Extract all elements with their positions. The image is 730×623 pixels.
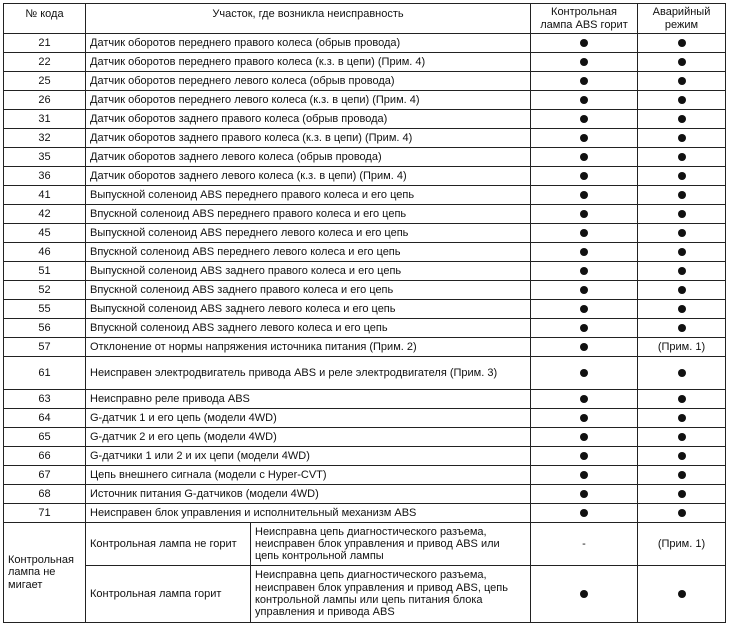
filled-dot-icon <box>678 229 686 237</box>
row-description: Впускной соленоид ABS заднего правого колеса и его цепь <box>86 281 531 300</box>
filled-dot-icon <box>580 395 588 403</box>
row-lamp-status <box>531 504 638 523</box>
row-code: 51 <box>4 262 86 281</box>
row-lamp-status <box>531 485 638 504</box>
row-description: Выпускной соленоид ABS заднего правого колеса и его цепь <box>86 262 531 281</box>
bottom-row-off <box>4 523 726 566</box>
row-code: 31 <box>4 110 86 129</box>
table-row <box>4 110 726 129</box>
filled-dot-icon <box>580 191 588 199</box>
table-row <box>4 466 726 485</box>
filled-dot-icon <box>580 248 588 256</box>
filled-dot-icon <box>580 305 588 313</box>
code-rows <box>4 34 726 523</box>
row-failsafe-status <box>638 72 726 91</box>
row-lamp-status <box>531 34 638 53</box>
row-failsafe-status <box>638 53 726 72</box>
filled-dot-icon <box>580 96 588 104</box>
table-row <box>4 281 726 300</box>
row-description: G-датчик 2 и его цепь (модели 4WD) <box>86 428 531 447</box>
row-code: 65 <box>4 428 86 447</box>
row-lamp-status <box>531 129 638 148</box>
filled-dot-icon <box>678 369 686 377</box>
row-code: 21 <box>4 34 86 53</box>
row-description: G-датчик 1 и его цепь (модели 4WD) <box>86 409 531 428</box>
filled-dot-icon <box>678 433 686 441</box>
filled-dot-icon <box>678 153 686 161</box>
row-code: 63 <box>4 390 86 409</box>
row-lamp-status <box>531 148 638 167</box>
filled-dot-icon <box>580 433 588 441</box>
filled-dot-icon <box>580 58 588 66</box>
filled-dot-icon <box>678 58 686 66</box>
row-failsafe-status <box>638 34 726 53</box>
row-code: 26 <box>4 91 86 110</box>
table-row <box>4 262 726 281</box>
table-row <box>4 34 726 53</box>
row-lamp-status <box>531 72 638 91</box>
filled-dot-icon <box>678 286 686 294</box>
row-description: Датчик оборотов переднего правого колеса (к.з. в цепи) (Прим. 4) <box>86 53 531 72</box>
row-lamp-status <box>531 262 638 281</box>
table-row <box>4 205 726 224</box>
filled-dot-icon <box>580 490 588 498</box>
row-failsafe-status <box>638 409 726 428</box>
filled-dot-icon <box>580 39 588 47</box>
row-failsafe-status <box>638 319 726 338</box>
filled-dot-icon <box>678 509 686 517</box>
table-row <box>4 447 726 466</box>
filled-dot-icon <box>678 96 686 104</box>
abs-code-table <box>3 3 726 623</box>
row-code: 66 <box>4 447 86 466</box>
filled-dot-icon <box>580 134 588 142</box>
filled-dot-icon <box>678 77 686 85</box>
row-description: Датчик оборотов заднего левого колеса (к.з. в цепи) (Прим. 4) <box>86 167 531 186</box>
row-code: 71 <box>4 504 86 523</box>
filled-dot-icon <box>678 248 686 256</box>
row-lamp-status <box>531 447 638 466</box>
row-code: 32 <box>4 129 86 148</box>
header-code: № кода <box>4 4 86 34</box>
row-lamp-status <box>531 466 638 485</box>
row-failsafe-status <box>638 167 726 186</box>
table-row <box>4 300 726 319</box>
row-lamp-status <box>531 110 638 129</box>
row-code: 55 <box>4 300 86 319</box>
table-row <box>4 224 726 243</box>
bottom-label: Контрольная лампа не мигает <box>4 523 86 623</box>
table-row <box>4 428 726 447</box>
row-description: Выпускной соленоид ABS переднего правого колеса и его цепь <box>86 186 531 205</box>
bottom-detail-off: Неисправна цепь диагностического разъема, неисправен блок управления и привод ABS или цепь контрольной лампы <box>251 523 531 566</box>
filled-dot-icon <box>580 509 588 517</box>
row-code: 61 <box>4 357 86 390</box>
row-code: 68 <box>4 485 86 504</box>
row-description: Выпускной соленоид ABS заднего левого колеса и его цепь <box>86 300 531 319</box>
table-row <box>4 243 726 262</box>
row-description: Неисправен электродвигатель привода ABS и реле электродвигателя (Прим. 3) <box>86 357 531 390</box>
row-description: Датчик оборотов заднего правого колеса (обрыв провода) <box>86 110 531 129</box>
row-code: 64 <box>4 409 86 428</box>
bottom-failsafe-off: (Прим. 1) <box>638 523 726 566</box>
row-code: 46 <box>4 243 86 262</box>
bottom-sub-off: Контрольная лампа не горит <box>86 523 251 566</box>
bottom-lamp-on <box>531 566 638 623</box>
filled-dot-icon <box>678 172 686 180</box>
table-row <box>4 485 726 504</box>
row-description: Отклонение от нормы напряжения источника питания (Прим. 2) <box>86 338 531 357</box>
table-row <box>4 53 726 72</box>
row-failsafe-status <box>638 504 726 523</box>
filled-dot-icon <box>678 490 686 498</box>
filled-dot-icon <box>580 172 588 180</box>
header-area: Участок, где возникла неисправность <box>86 4 531 34</box>
row-failsafe-status: (Прим. 1) <box>638 338 726 357</box>
filled-dot-icon <box>580 590 588 598</box>
row-failsafe-status <box>638 428 726 447</box>
table-row <box>4 148 726 167</box>
row-lamp-status <box>531 53 638 72</box>
row-lamp-status <box>531 300 638 319</box>
table-row <box>4 357 726 390</box>
row-failsafe-status <box>638 205 726 224</box>
filled-dot-icon <box>678 267 686 275</box>
row-code: 67 <box>4 466 86 485</box>
row-code: 35 <box>4 148 86 167</box>
filled-dot-icon <box>580 229 588 237</box>
row-lamp-status <box>531 167 638 186</box>
row-description: Впускной соленоид ABS переднего левого колеса и его цепь <box>86 243 531 262</box>
row-lamp-status <box>531 243 638 262</box>
filled-dot-icon <box>580 286 588 294</box>
table-row <box>4 409 726 428</box>
bottom-detail-on: Неисправна цепь диагностического разъема, неисправен блок управления и привод ABS, цепь контрольной лампы или цепь питания блока управления и привода ABS <box>251 566 531 623</box>
row-lamp-status <box>531 91 638 110</box>
row-failsafe-status <box>638 281 726 300</box>
filled-dot-icon <box>580 267 588 275</box>
row-failsafe-status <box>638 447 726 466</box>
row-failsafe-status <box>638 148 726 167</box>
filled-dot-icon <box>580 369 588 377</box>
bottom-row-on <box>4 566 726 623</box>
row-lamp-status <box>531 281 638 300</box>
row-description: Датчик оборотов переднего левого колеса (к.з. в цепи) (Прим. 4) <box>86 91 531 110</box>
table-row <box>4 91 726 110</box>
row-code: 56 <box>4 319 86 338</box>
filled-dot-icon <box>678 471 686 479</box>
row-code: 52 <box>4 281 86 300</box>
row-failsafe-status <box>638 224 726 243</box>
table-row <box>4 129 726 148</box>
row-lamp-status <box>531 357 638 390</box>
filled-dot-icon <box>678 191 686 199</box>
header-row <box>4 4 726 34</box>
filled-dot-icon <box>580 471 588 479</box>
table-row <box>4 504 726 523</box>
table-row <box>4 167 726 186</box>
filled-dot-icon <box>580 153 588 161</box>
row-description: Выпускной соленоид ABS переднего левого колеса и его цепь <box>86 224 531 243</box>
row-description: Источник питания G-датчиков (модели 4WD) <box>86 485 531 504</box>
row-lamp-status <box>531 390 638 409</box>
row-failsafe-status <box>638 466 726 485</box>
row-lamp-status <box>531 319 638 338</box>
row-failsafe-status <box>638 186 726 205</box>
table-row <box>4 338 726 357</box>
row-description: Неисправен блок управления и исполнительный механизм ABS <box>86 504 531 523</box>
header-lamp: Контрольная лампа ABS горит <box>531 4 638 34</box>
row-lamp-status <box>531 205 638 224</box>
row-failsafe-status <box>638 485 726 504</box>
row-description: Датчик оборотов переднего левого колеса (обрыв провода) <box>86 72 531 91</box>
filled-dot-icon <box>678 324 686 332</box>
row-lamp-status <box>531 186 638 205</box>
bottom-lamp-off: - <box>531 523 638 566</box>
row-description: Датчик оборотов заднего правого колеса (к.з. в цепи) (Прим. 4) <box>86 129 531 148</box>
filled-dot-icon <box>580 115 588 123</box>
bottom-section <box>4 523 726 623</box>
row-failsafe-status <box>638 129 726 148</box>
row-code: 57 <box>4 338 86 357</box>
row-description: Цепь внешнего сигнала (модели с Hyper-CVT) <box>86 466 531 485</box>
filled-dot-icon <box>678 590 686 598</box>
bottom-sub-on: Контрольная лампа горит <box>86 566 251 623</box>
row-code: 41 <box>4 186 86 205</box>
row-description: Датчик оборотов переднего правого колеса (обрыв провода) <box>86 34 531 53</box>
row-lamp-status <box>531 409 638 428</box>
row-description: Впускной соленоид ABS заднего левого колеса и его цепь <box>86 319 531 338</box>
row-failsafe-status <box>638 262 726 281</box>
row-code: 36 <box>4 167 86 186</box>
row-failsafe-status <box>638 357 726 390</box>
filled-dot-icon <box>678 452 686 460</box>
filled-dot-icon <box>678 414 686 422</box>
table-row <box>4 390 726 409</box>
filled-dot-icon <box>678 395 686 403</box>
row-code: 42 <box>4 205 86 224</box>
filled-dot-icon <box>580 210 588 218</box>
row-failsafe-status <box>638 300 726 319</box>
row-lamp-status <box>531 224 638 243</box>
filled-dot-icon <box>678 115 686 123</box>
row-description: G-датчики 1 или 2 и их цепи (модели 4WD) <box>86 447 531 466</box>
row-lamp-status <box>531 428 638 447</box>
row-code: 45 <box>4 224 86 243</box>
filled-dot-icon <box>678 305 686 313</box>
table-row <box>4 72 726 91</box>
row-failsafe-status <box>638 110 726 129</box>
row-description: Датчик оборотов заднего левого колеса (обрыв провода) <box>86 148 531 167</box>
row-failsafe-status <box>638 91 726 110</box>
row-code: 25 <box>4 72 86 91</box>
filled-dot-icon <box>580 324 588 332</box>
table-row <box>4 186 726 205</box>
filled-dot-icon <box>678 210 686 218</box>
row-description: Впускной соленоид ABS переднего правого колеса и его цепь <box>86 205 531 224</box>
row-failsafe-status <box>638 243 726 262</box>
filled-dot-icon <box>678 39 686 47</box>
header-failsafe: Аварийный режим <box>638 4 726 34</box>
row-failsafe-status <box>638 390 726 409</box>
filled-dot-icon <box>580 77 588 85</box>
row-description: Неисправно реле привода ABS <box>86 390 531 409</box>
filled-dot-icon <box>580 414 588 422</box>
filled-dot-icon <box>678 134 686 142</box>
filled-dot-icon <box>580 343 588 351</box>
filled-dot-icon <box>580 452 588 460</box>
row-lamp-status <box>531 338 638 357</box>
table-row <box>4 319 726 338</box>
row-code: 22 <box>4 53 86 72</box>
bottom-failsafe-on <box>638 566 726 623</box>
